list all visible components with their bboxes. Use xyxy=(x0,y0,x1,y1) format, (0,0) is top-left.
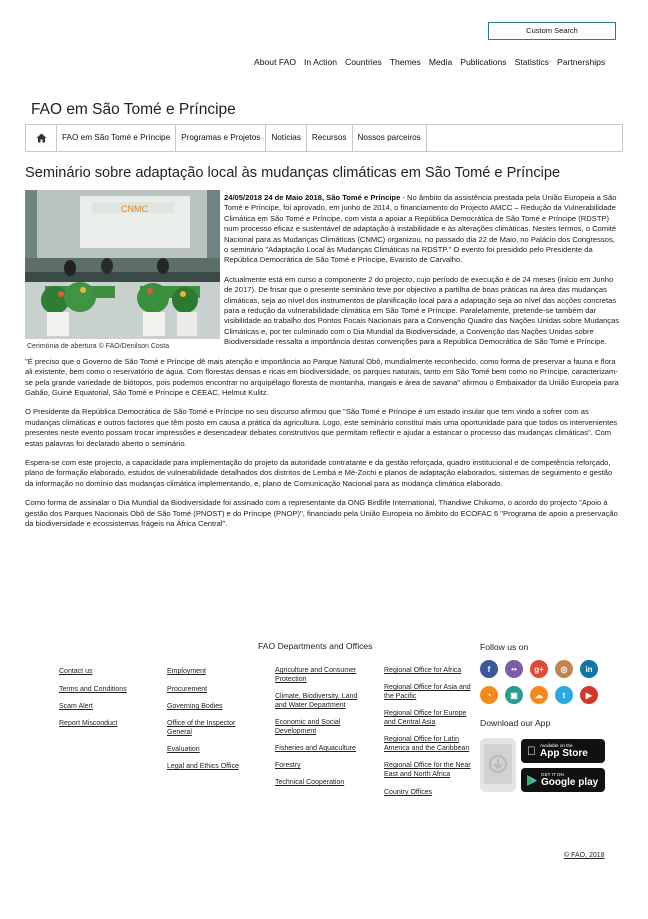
google-plus-icon[interactable]: g+ xyxy=(530,660,548,678)
instagram-icon[interactable]: ◎ xyxy=(555,660,573,678)
footer-link-asia-pacific[interactable]: Regional Office for Asia and the Pacific xyxy=(384,684,471,700)
site-title[interactable]: FAO em São Tomé e Príncipe xyxy=(31,101,236,118)
footer-link-technical-cooperation[interactable]: Technical Cooperation xyxy=(275,779,345,786)
footer-link-economic-social[interactable]: Economic and Social Development xyxy=(275,719,341,735)
paragraph-4: O Presidente da República Democrática de São Tomé e Príncipe no seu discurso afirmou que "São Tomé e Príncipe é um estado insular que tem vindo a sofrer com as mudanças climáticas e outros factores que têm posto em causa a prática da agricultura. Logo, este seminário constitui mais uma oportunidade para que todos os intervenientes presentes neste evento possam trocar impressões e desencadear debates construtivos que permitam reflectir e ajudar a estancar o processo das mudanças climáticas". Com estas palavras foi declarado aberto o seminário. xyxy=(25,407,618,448)
footer-link-forestry[interactable]: Forestry xyxy=(275,762,301,769)
subnav-partners[interactable]: Nossos parceiros xyxy=(353,125,427,151)
nav-in-action[interactable]: In Action xyxy=(304,57,338,67)
dateline: 24/05/2018 24 de Maio 2018, São Tomé e Príncipe xyxy=(224,193,401,202)
download-app-title: Download our App xyxy=(480,718,551,728)
social-links xyxy=(480,660,610,704)
nav-countries[interactable]: Countries xyxy=(345,57,382,67)
paragraph-5: Espera-se com este projecto, a capacidade para implementação do projeto da autoridade contratante e da gestão reforçada, quadro institucional e de competência reforçado, plano de formação elaborado, estudos de vulnerabilidade detalhados dos distritos de Lembá e Mé-Zochi e planos de adaptação elaborados, sistemas de seguimento e gestão da informação no domínio das mudanças climática implementando, e, plano de Comunicação Nacional para as mudança climática elaborado. xyxy=(25,457,613,488)
linkedin-icon[interactable]: in xyxy=(580,660,598,678)
photo-caption: Cerimónia de abertura © FAO/Denilson Costa xyxy=(27,343,170,350)
footer-link-latin-america[interactable]: Regional Office for Latin America and the Caribbean xyxy=(384,736,470,752)
footer-link-scam-alert[interactable]: Scam Alert xyxy=(59,703,93,710)
footer-link-report-misconduct[interactable]: Report Misconduct xyxy=(59,720,118,727)
slideshare-icon[interactable]: ▣ xyxy=(505,686,523,704)
footer-link-employment[interactable]: Employment xyxy=(167,668,206,675)
footer-link-near-east[interactable]: Regional Office for the Near East and North Africa xyxy=(384,762,471,778)
footer-link-africa[interactable]: Regional Office for Africa xyxy=(384,667,462,674)
twitter-icon[interactable]: t xyxy=(555,686,573,704)
nav-publications[interactable]: Publications xyxy=(460,57,507,67)
apple-icon xyxy=(527,744,536,758)
footer-column-1 xyxy=(59,667,154,728)
footer-link-climate[interactable]: Climate, Biodiversity, Land and Water Department xyxy=(275,693,358,709)
google-play-button[interactable]: GET IT ON Google play xyxy=(521,768,605,792)
footer-link-evaluation[interactable]: Evaluation xyxy=(167,746,200,753)
footer-link-inspector-general[interactable]: Office of the Inspector General xyxy=(167,720,236,736)
phone-illustration xyxy=(480,738,516,792)
paragraph-6: Como forma de assinalar o Dia Mundial da Biodiversidade foi assinado com a representante da ONG Birdlife International, Thandiwe Chikomo, o acordo do projecto "Apoio à gestão dos Parques Nacionais Obô de São Tomé (PNOST) e do Príncipe (PNOP)", financiado pela União Europeia no âmbito do ECOFAC 6 "Programa de apoio a preservação da biodiversidade e ecossistemas frágeis na África Central". xyxy=(25,498,618,528)
facebook-icon[interactable]: f xyxy=(480,660,498,678)
paragraph-2: Actualmente está em curso a componente 2 do projecto, cujo período de execução é de 24 meses (início em Junho de 2017). De frisar que o presente seminário teve por objectivo a partilha de boas práticas na área das mudanças climáticas, seja ao nível dos instrumentos de planificação local para a adaptação seja ao nível das acções concretas para a redução da vulnerabilidade climática em São Tomé e Príncipe. Paralelamente, pretende-se também dar visibilidade ao trabalho dos Pontos Focais Nacionais para a Convenção Quadro das Nações Unidas sobre Mudanças Climáticas e, por ter culminado com o Dia Mundial da Biodiversidade, a Convenção das Nações Unidas sobre Biodiversidade ressalta a importância destas convenções para a República Democrática de São Tomé e Príncipe. xyxy=(224,274,620,347)
flickr-icon[interactable]: •• xyxy=(505,660,523,678)
paragraph-3: "É preciso que o Governo de São Tomé e Príncipe dê mais atenção e importância ao Parque Natural Obô, mundialmente reconhecido, como forma de preservar a fauna e flora ali existente, bem como o reservatório de água. Com florestas densas e ricas em biodiversidade, os parques naturais, tanto em São Tomé bem como no Príncipe, caracterizam-se pela grande variedade de biótopos, pois podemos encontrar no arquipélago floresta de montanha, mangais e área de savana" afirmou o Embaixador da União Europeia para Gabão, Guiné Equatorial, São Tomé e Príncipe e CEEAC, Helmut Kulitz. xyxy=(25,356,619,397)
nav-themes[interactable]: Themes xyxy=(389,57,421,67)
footer-column-4 xyxy=(384,666,472,797)
nav-media[interactable]: Media xyxy=(428,57,453,67)
footer-link-agriculture[interactable]: Agriculture and Consumer Protection xyxy=(275,667,357,683)
nav-statistics[interactable]: Statistics xyxy=(514,57,549,67)
google-play-icon xyxy=(527,775,537,786)
footer-link-governing-bodies[interactable]: Governing Bodies xyxy=(167,703,223,710)
paragraph-1: 24/05/2018 24 de Maio 2018, São Tomé e Príncipe - No âmbito da assistência prestada pela União Europeia a São Tomé e Príncipe, foi aprovado, em junho de 2014, o financiamento do Projecto AMCC – Redução da Vulnerabilidade Climática em São Tomé e Príncipe, com vista a apoiar a República Democrática de São Tomé e Príncipe (RDSTP) num processo eficaz e sustentável de adaptação à instabilidade e às alterações climáticas. Nestes termos, o Comité Nacional para as Mudanças Climáticas (CNMC) organizou, no passado dia 22 de Maio, no Palácio dos Congressos, o seminário "Adaptação Local às Mudanças Climáticas na RDSTP." O evento foi presidido pelo Presidente da República Democrática de São Tomé e Príncipe, Evaristo de Carvalho. xyxy=(224,193,617,265)
copyright[interactable]: © FAO, 2018 xyxy=(564,852,605,859)
footer-link-fisheries[interactable]: Fisheries and Aquaculture xyxy=(275,745,356,752)
nav-about-fao[interactable]: About FAO xyxy=(254,57,297,67)
footer-column-2 xyxy=(167,667,257,771)
section-navigation xyxy=(25,124,623,152)
home-icon xyxy=(36,133,47,143)
footer-link-europe-central-asia[interactable]: Regional Office for Europe and Central Asia xyxy=(384,710,467,726)
follow-us-title: Follow us on xyxy=(480,642,529,652)
footer-column-3 xyxy=(275,666,360,787)
nav-partnerships[interactable]: Partnerships xyxy=(556,57,606,67)
home-button[interactable] xyxy=(26,125,57,151)
subnav-resources[interactable]: Recursos xyxy=(307,125,353,151)
subnav-programs[interactable]: Programas e Projetos xyxy=(176,125,266,151)
subnav-news[interactable]: Notícias xyxy=(266,125,307,151)
app-store-button[interactable]: Available on the App Store xyxy=(521,739,605,763)
top-navigation xyxy=(254,57,624,67)
youtube-icon[interactable]: ▶ xyxy=(580,686,598,704)
footer-link-country-offices[interactable]: Country Offices xyxy=(384,789,433,796)
footer-link-terms[interactable]: Terms and Conditions xyxy=(59,686,127,693)
soundcloud-icon[interactable]: ☁ xyxy=(530,686,548,704)
page-title: Seminário sobre adaptação local às mudanças climáticas em São Tomé e Príncipe xyxy=(25,165,561,181)
footer-link-legal-ethics[interactable]: Legal and Ethics Office xyxy=(167,763,239,770)
rss-icon[interactable]: ◔ xyxy=(480,686,498,704)
footer-link-contact-us[interactable]: Contact us xyxy=(59,668,93,675)
custom-search-button[interactable]: Custom Search xyxy=(488,22,616,40)
banner-text: CNMC xyxy=(121,204,148,214)
footer-link-procurement[interactable]: Procurement xyxy=(167,686,208,693)
departments-title: FAO Departments and Offices xyxy=(258,641,373,651)
article-body xyxy=(25,193,620,538)
subnav-fao-stp[interactable]: FAO em São Tomé e Príncipe xyxy=(57,125,176,151)
